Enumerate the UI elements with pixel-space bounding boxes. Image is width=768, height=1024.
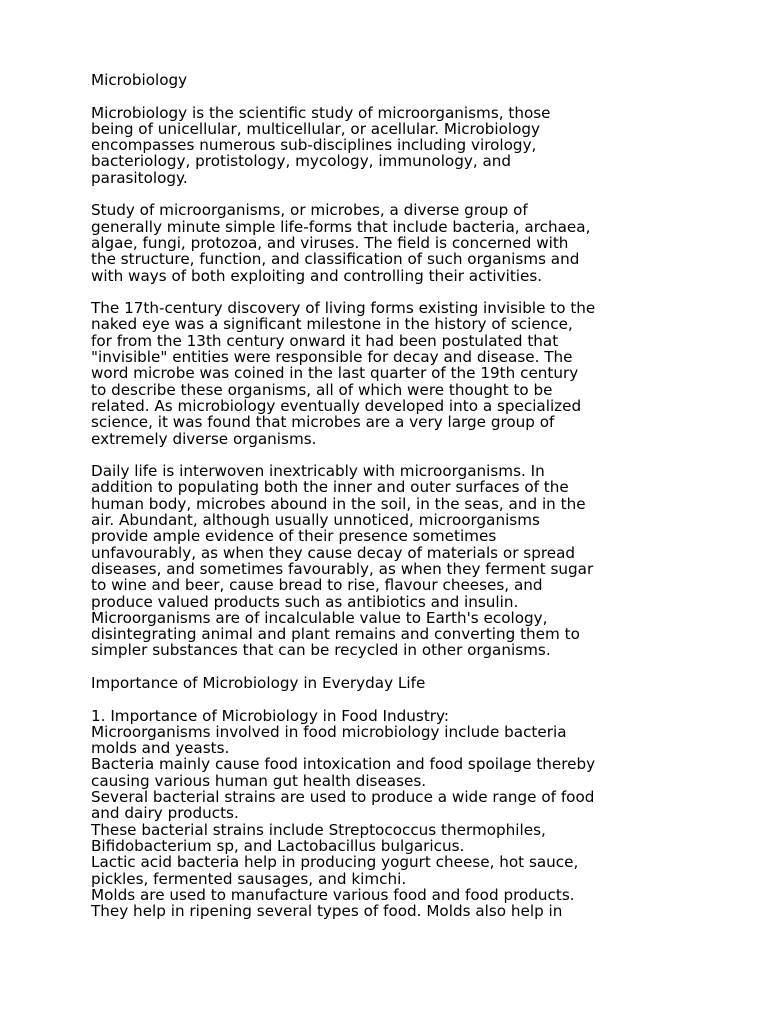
text-line: produce valued products such as antibiotics and insulin.	[91, 592, 519, 611]
text-line: Lactic acid bacteria help in producing yogurt cheese, hot sauce,	[91, 853, 579, 872]
text-line: Several bacterial strains are used to produce a wide range of food	[91, 788, 595, 807]
subsection-heading: 1. Importance of Microbiology in Food Industry:	[91, 706, 450, 725]
text-line: Bacteria mainly cause food intoxication and food spoilage thereby	[91, 755, 596, 774]
text-line: Study of microorganisms, or microbes, a diverse group of	[91, 201, 528, 220]
text-line: diseases, and sometimes favourably, as when they ferment sugar	[91, 559, 594, 578]
text-line: being of unicellular, multicellular, or acellular. Microbiology	[91, 119, 541, 138]
document-title	[91, 72, 691, 88]
text-line: Microorganisms involved in food microbiology include bacteria	[91, 722, 567, 741]
text-line: the structure, function, and classification of such organisms and	[91, 250, 580, 269]
document-body	[91, 72, 691, 919]
text-line: for from the 13th century onward it had been postulated that	[91, 331, 559, 350]
paragraph-4	[91, 463, 691, 659]
text-line: Bifidobacterium sp, and Lactobacillus bulgaricus.	[91, 836, 465, 855]
text-line: causing various human gut health diseases.	[91, 771, 427, 790]
text-line: Microbiology is the scientific study of microorganisms, those	[91, 103, 551, 122]
text-line: pickles, fermented sausages, and kimchi.	[91, 869, 407, 888]
paragraph-1	[91, 105, 691, 186]
text-line: They help in ripening several types of food. Molds also help in	[91, 902, 563, 921]
text-line: parasitology.	[91, 168, 188, 187]
text-line: science, it was found that microbes are a very large group of	[91, 413, 555, 432]
text-line: to describe these organisms, all of which were thought to be	[91, 380, 553, 399]
text-line: Molds are used to manufacture various food and food products.	[91, 885, 575, 904]
paragraph-3	[91, 300, 691, 447]
text-line: Daily life is interwoven inextricably with microorganisms. In	[91, 462, 545, 481]
text-line: generally minute simple life-forms that include bacteria, archaea,	[91, 217, 591, 236]
text-line: human body, microbes abound in the soil, in the seas, and in the	[91, 494, 586, 513]
text-line: air. Abundant, although usually unnoticed, microorganisms	[91, 511, 540, 530]
text-line: addition to populating both the inner and outer surfaces of the	[91, 478, 569, 497]
title-line: Microbiology	[91, 71, 188, 89]
text-line: to wine and beer, cause bread to rise, flavour cheeses, and	[91, 576, 543, 595]
text-line: provide ample evidence of their presence sometimes	[91, 527, 497, 546]
text-line: encompasses numerous sub-disciplines including virology,	[91, 136, 537, 155]
text-line: The 17th-century discovery of living forms existing invisible to the	[91, 299, 596, 318]
text-line: simpler substances that can be recycled in other organisms.	[91, 641, 551, 660]
text-line: These bacterial strains include Streptococcus thermophiles,	[91, 820, 546, 839]
text-line: and dairy products.	[91, 804, 239, 823]
text-line: molds and yeasts.	[91, 739, 230, 758]
subsection-food-industry	[91, 708, 691, 920]
section-heading	[91, 675, 691, 691]
text-line: bacteriology, protistology, mycology, immunology, and	[91, 152, 512, 171]
text-line: Microorganisms are of incalculable value to Earth's ecology,	[91, 608, 548, 627]
text-line: "invisible" entities were responsible for decay and disease. The	[91, 348, 573, 367]
heading-line: Importance of Microbiology in Everyday Life	[91, 673, 426, 692]
paragraph-2	[91, 202, 691, 283]
text-line: extremely diverse organisms.	[91, 429, 317, 448]
text-line: with ways of both exploiting and controlling their activities.	[91, 266, 543, 285]
text-line: naked eye was a significant milestone in the history of science,	[91, 315, 573, 334]
text-line: word microbe was coined in the last quarter of the 19th century	[91, 364, 579, 383]
text-line: unfavourably, as when they cause decay of materials or spread	[91, 543, 576, 562]
text-line: algae, fungi, protozoa, and viruses. The field is concerned with	[91, 233, 569, 252]
text-line: disintegrating animal and plant remains and converting them to	[91, 625, 580, 644]
text-line: related. As microbiology eventually developed into a specialized	[91, 396, 582, 415]
